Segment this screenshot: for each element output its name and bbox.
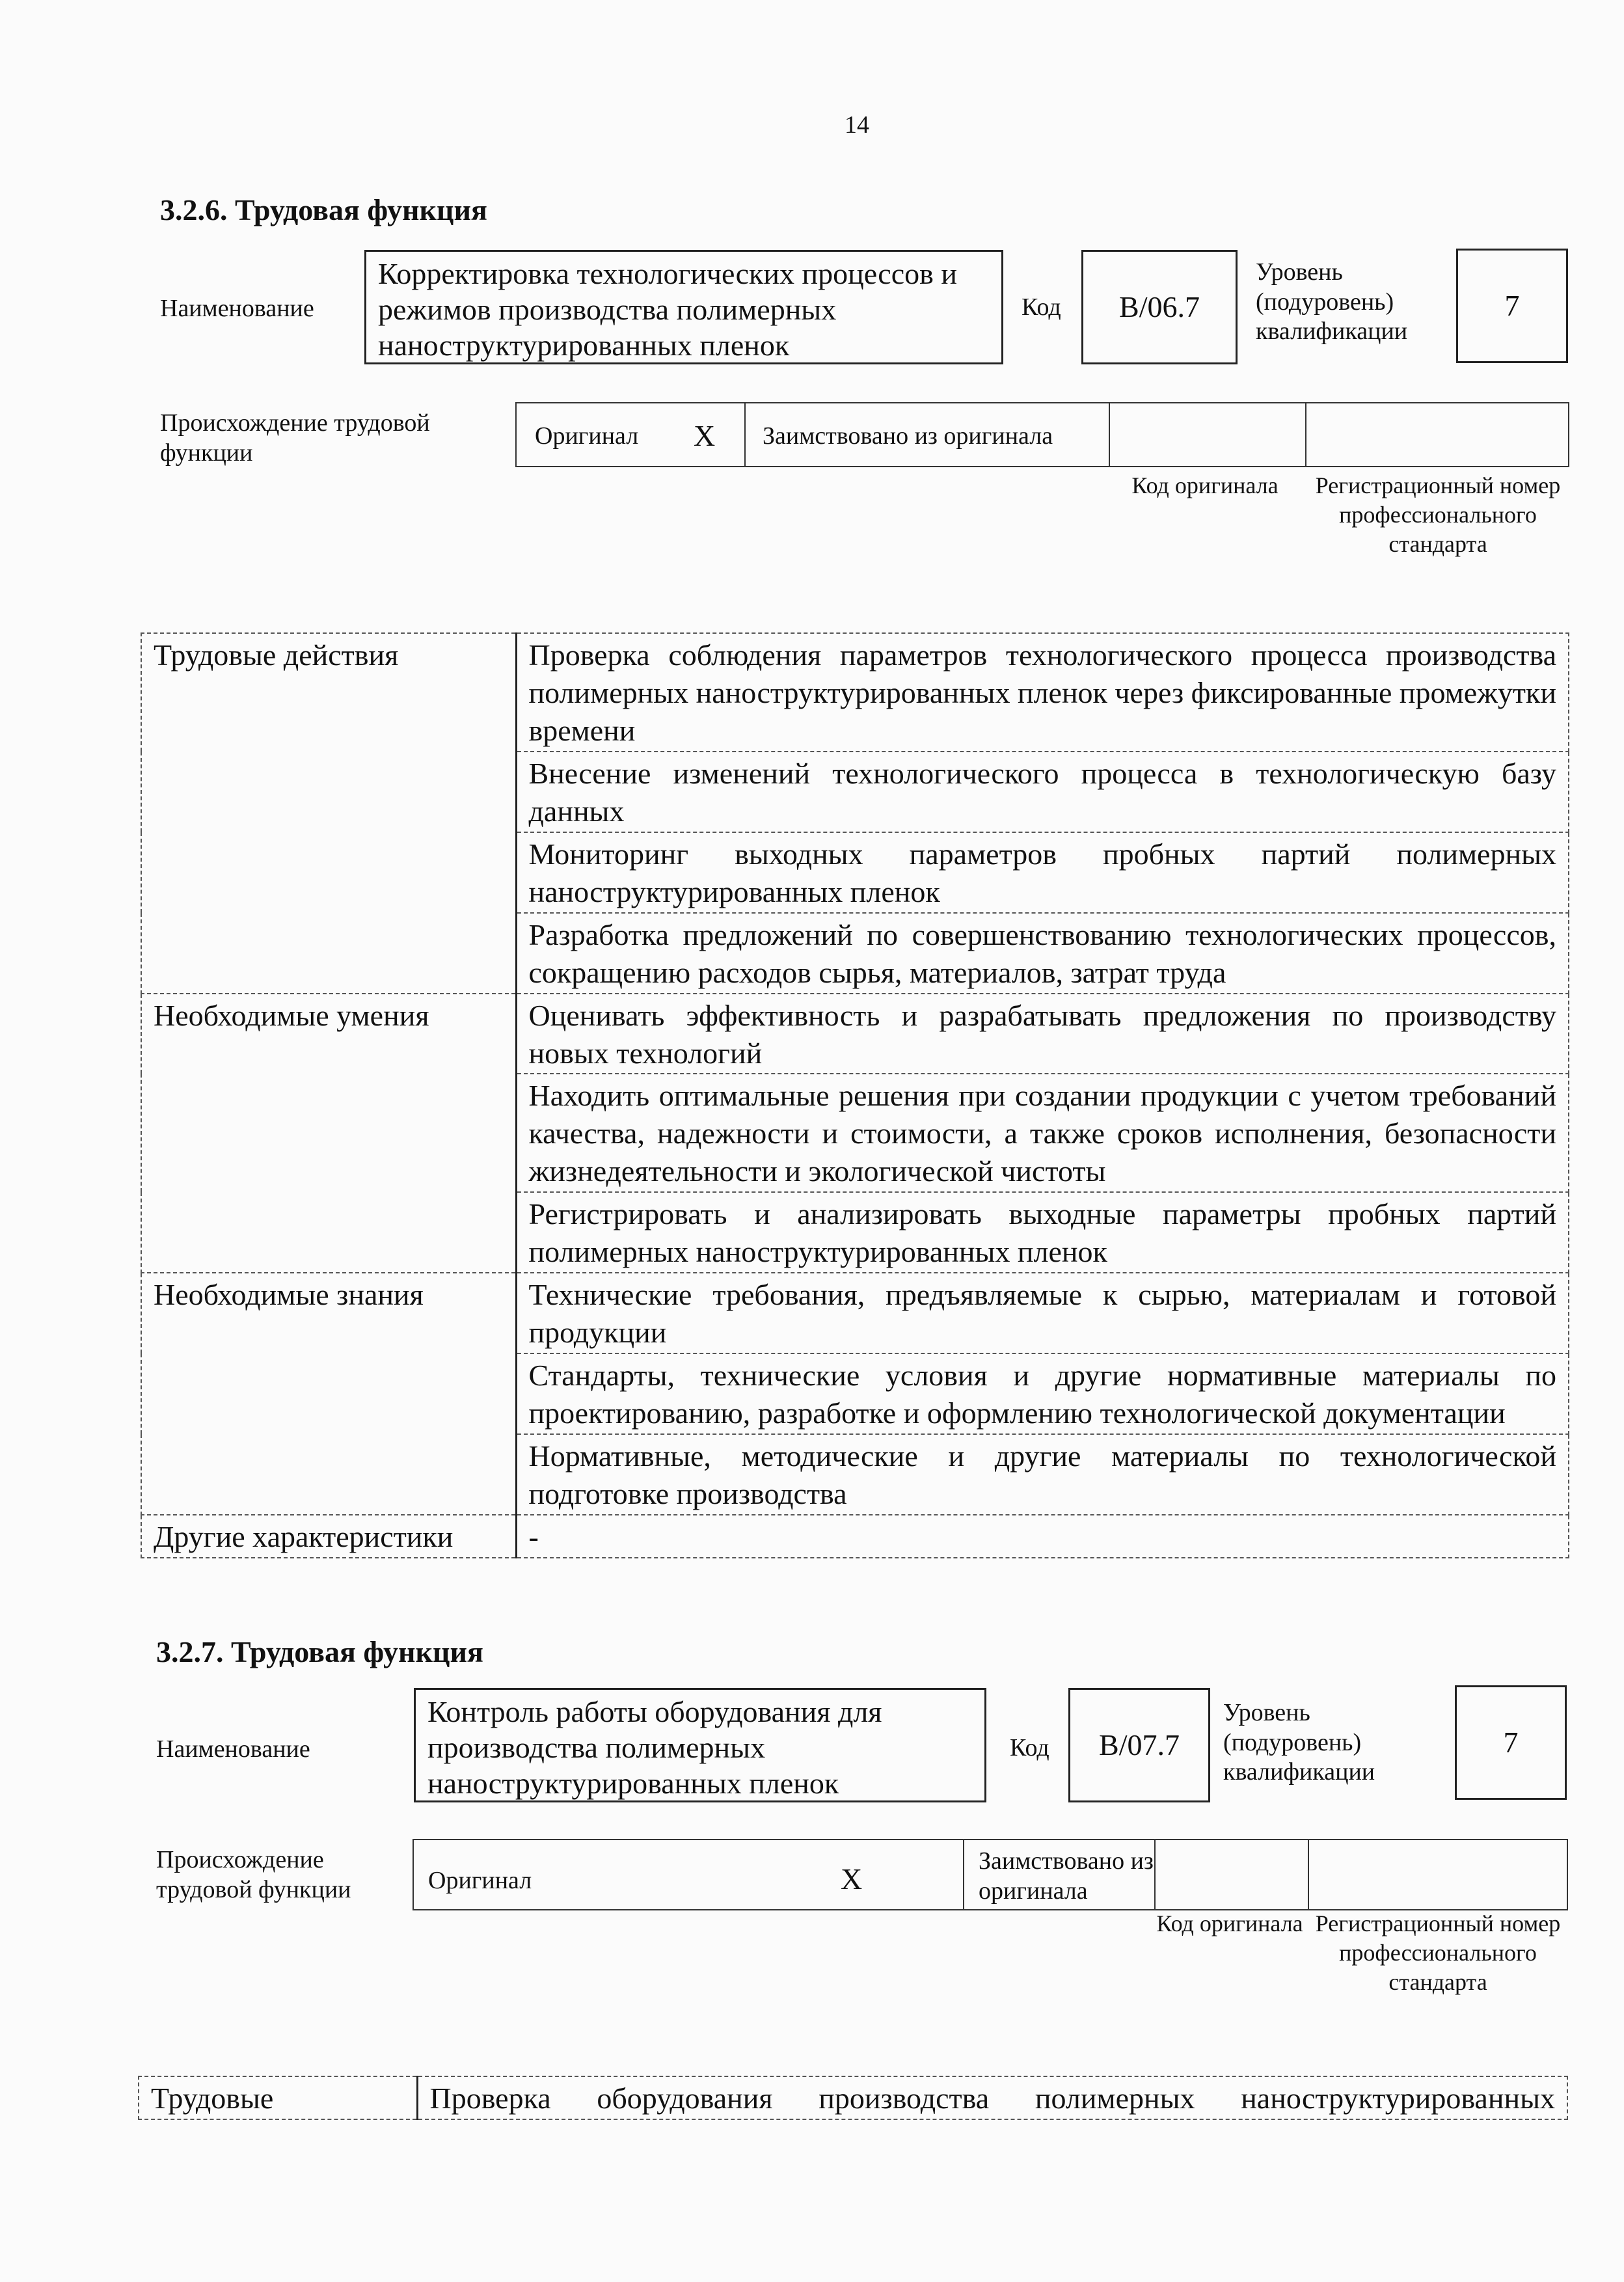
name-label: Наименование bbox=[160, 295, 314, 322]
row-label: Другие характеристики bbox=[141, 1515, 516, 1558]
section-heading: 3.2.7. Трудовая функция bbox=[156, 1635, 483, 1668]
row-item: Стандарты, технические условия и другие нормативные материалы по проектированию, разработке и оформлению технологической документации bbox=[516, 1353, 1569, 1434]
row-item: Разработка предложений по совершенствованию технологических процессов, сокращению расходов сырья, материалов, затрат труда bbox=[516, 913, 1569, 994]
origin-row bbox=[515, 402, 1569, 467]
origin-label: Происхождение трудовой функции bbox=[160, 409, 430, 467]
name-value: Корректировка технологических процессов и режимов производства полимерных наноструктурированных пленок bbox=[378, 257, 957, 362]
row-label: Трудовые bbox=[139, 2076, 417, 2119]
original-mark: X bbox=[841, 1862, 863, 1895]
borrowed-label: Заимствовано из оригинала bbox=[763, 422, 1053, 450]
row-label: Необходимые умения bbox=[141, 994, 516, 1273]
original-mark: X bbox=[694, 419, 716, 452]
borrowed-label: Заимствовано из оригинала bbox=[979, 1847, 1154, 1905]
name-label: Наименование bbox=[156, 1735, 310, 1763]
row-item: Нормативные, методические и другие материалы по технологической подготовке производства bbox=[516, 1434, 1569, 1515]
row-label: Трудовые действия bbox=[141, 633, 516, 994]
level-label: Уровень (подуровень) квалификации bbox=[1256, 258, 1408, 346]
row-item: Регистрировать и анализировать выходные параметры пробных партий полимерных наноструктурированных пленок bbox=[516, 1192, 1569, 1273]
row-item: Внесение изменений технологического процесса в технологическую базу данных bbox=[516, 752, 1569, 832]
code-value: B/06.7 bbox=[1119, 290, 1200, 324]
code-box bbox=[1068, 1688, 1210, 1802]
reg-number-caption: Регистрационный номер профессионального стандарта bbox=[1315, 472, 1561, 557]
level-value: 7 bbox=[1503, 1726, 1519, 1759]
function-table bbox=[141, 632, 1569, 1558]
origin-row bbox=[413, 1839, 1568, 1910]
origin-label: Происхождение трудовой функции bbox=[156, 1846, 351, 1903]
code-box bbox=[1081, 250, 1238, 364]
original-label: Оригинал bbox=[535, 422, 639, 450]
level-box bbox=[1456, 249, 1568, 363]
orig-code-caption: Код оригинала bbox=[1131, 472, 1279, 498]
page-number: 14 bbox=[845, 111, 869, 139]
table-row bbox=[141, 994, 1569, 1074]
name-box bbox=[414, 1688, 986, 1802]
row-item: Мониторинг выходных параметров пробных партий полимерных наноструктурированных пленок bbox=[516, 832, 1569, 913]
table-row bbox=[141, 633, 1569, 752]
level-label: Уровень (подуровень) квалификации bbox=[1223, 1699, 1375, 1786]
row-item: Технические требования, предъявляемые к сырью, материалам и готовой продукции bbox=[516, 1273, 1569, 1353]
row-item: Находить оптимальные решения при создании продукции с учетом требований качества, надежности и стоимости, а также сроков исполнения, безопасности жизнедеятельности и экологической чистоты bbox=[516, 1074, 1569, 1192]
name-box bbox=[364, 250, 1003, 364]
function-table bbox=[138, 2076, 1568, 2120]
row-label: Необходимые знания bbox=[141, 1273, 516, 1515]
row-item: Оценивать эффективность и разрабатывать предложения по производству новых технологий bbox=[516, 994, 1569, 1074]
row-item: Проверка соблюдения параметров технологического процесса производства полимерных наноструктурированных пленок через фиксированные промежутки времени bbox=[516, 633, 1569, 752]
section-heading: 3.2.6. Трудовая функция bbox=[160, 193, 487, 226]
code-label: Код bbox=[1010, 1734, 1049, 1761]
reg-number-caption: Регистрационный номер профессионального стандарта bbox=[1315, 1910, 1561, 1995]
table-row bbox=[139, 2076, 1567, 2119]
original-label: Оригинал bbox=[428, 1867, 532, 1894]
row-item: Проверка оборудования производства полимерных наноструктурированных bbox=[417, 2076, 1567, 2119]
orig-code-caption: Код оригинала bbox=[1156, 1910, 1303, 1936]
table-row bbox=[141, 1273, 1569, 1353]
row-item: - bbox=[516, 1515, 1569, 1558]
level-value: 7 bbox=[1504, 289, 1520, 323]
code-label: Код bbox=[1022, 293, 1061, 321]
name-value: Контроль работы оборудования для производства полимерных наноструктурированных пленок bbox=[427, 1695, 882, 1800]
table-row bbox=[141, 1515, 1569, 1558]
level-box bbox=[1455, 1685, 1567, 1800]
code-value: B/07.7 bbox=[1099, 1728, 1180, 1762]
